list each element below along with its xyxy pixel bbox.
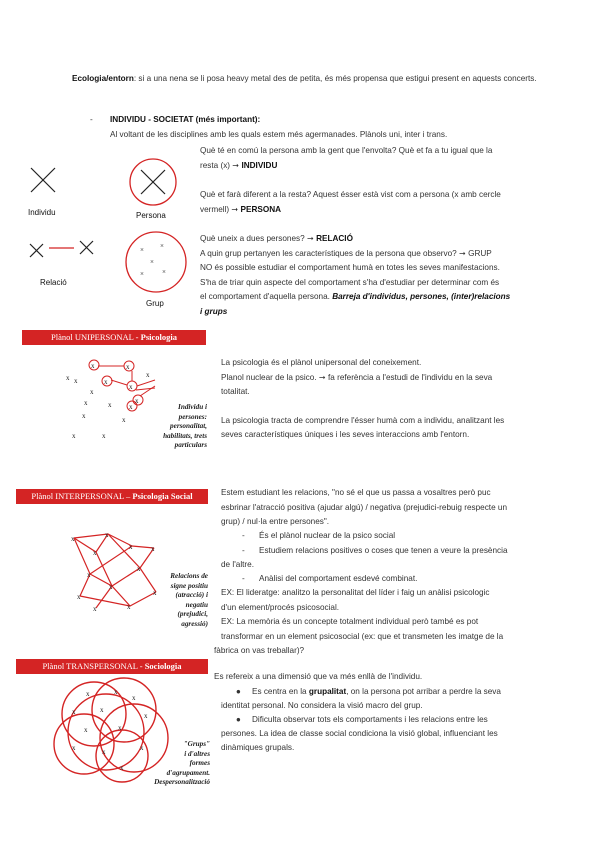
trans-b2-line3: dinàmiques grupals. [221,743,295,752]
trans-b2-line1: Dificulta observar tots els comportaments i les relacions entre les [252,715,488,724]
persona-circle-icon [130,159,176,205]
svg-text:x: x [127,603,131,611]
svg-text:x: x [129,543,133,551]
dash-2: - [242,546,245,555]
trans-b1-line1: Es centra en la grupalitat, on la persona pot arribar a perdre la seva [252,687,501,696]
svg-text:x: x [114,688,118,696]
q1-line2: resta (x) ➞ INDIVIDU [200,160,278,170]
svg-text:x: x [87,571,91,579]
interpersonal-text [221,486,549,530]
inter-dash2-line1: Estudiem relacions positives o coses que tenen a veure la presència [259,546,508,555]
svg-text:x: x [105,531,109,539]
inter-examples [221,586,551,644]
uni-p1-line2: Planol nuclear de la psico. ➞ fa referència a l'estudi de l'individu en la seva [221,372,493,382]
q3-line: Què uneix a dues persones? ➞ RELACIÓ [200,234,353,243]
bullet-2: ● [236,715,241,724]
inter-ex2-line2: transformar en un element psicosocial (ex: que et transmeten les imatge de la [221,631,504,641]
section-bullet: - [90,115,93,124]
svg-text:x: x [135,397,139,405]
trans-b2-line2: persones. La idea de classe social condiciona la visió global, influenciant les [221,729,498,738]
svg-text:x: x [72,744,76,752]
svg-text:×: × [150,258,154,266]
uni-p2-line1: La psicologia tracta de comprendre l'ésser humà com a individu, analitzant les [221,415,505,425]
interpersonal-note: Relacions de signe positiu (atracció) i negatiu (prejudici, agressió) [170,572,208,628]
svg-text:x: x [84,399,88,407]
inter-dash1: És el plànol nuclear de la psico social [259,531,396,540]
grup-circle-icon [126,232,186,292]
svg-text:x: x [104,378,108,386]
svg-text:x: x [153,589,157,597]
uni-p1-line3: totalitat. [221,387,250,396]
label-individu: Individu [28,208,56,217]
inter-line-3: grup) / nul·la entre persones". [221,517,330,526]
inter-dash3: Anàlisi del comportament esdevé combinat. [259,574,418,583]
svg-text:x: x [66,374,70,382]
label-relacio: Relació [40,278,67,287]
inter-ex1-line1: EX: El lideratge: analitzo la personalitat del líder i faig un anàlisi psicologic [221,588,490,597]
dash-1: - [242,531,245,540]
svg-text:x: x [84,726,88,734]
svg-text:x: x [72,708,76,716]
individu-x-icon [31,168,55,192]
q5-line3: el comportament d'aquella persona. Barreja d'individus, persones, (inter)relacions [200,292,511,301]
svg-text:x: x [91,362,95,370]
concept-diagrams [0,140,200,315]
svg-text:x: x [77,593,81,601]
svg-text:x: x [118,724,122,732]
svg-text:x: x [129,403,133,411]
svg-text:x: x [100,706,104,714]
svg-text:x: x [151,545,155,553]
svg-text:×: × [140,246,144,254]
svg-text:x: x [108,401,112,409]
label-grup: Grup [146,299,164,308]
banner-unipersonal: Plànol UNIPERSONAL - Psicologia [22,330,206,345]
svg-text:x: x [129,383,133,391]
trans-intro: Es refereix a una dimensió que va més enllà de l'individu. [214,672,423,681]
inter-ex1-line2: d'un element/procés psicosocial. [221,602,340,612]
svg-text:x: x [71,535,75,543]
section-title: INDIVIDU - SOCIETAT (més important): [110,115,261,124]
uni-p2-line2: seves característiques úniques i les seves interaccions amb l'entorn. [221,430,470,439]
svg-text:x: x [146,371,150,379]
svg-text:x: x [144,712,148,720]
svg-text:×: × [160,242,164,250]
inter-line-2: esbrinar l'atracció positiva (ajudar algú) / negativa (prejudici-rebuig respecte un [221,502,507,512]
inter-line-1: Estem estudiant les relacions, "no sé el que us passa a vosaltres però puc [221,488,491,497]
svg-text:x: x [132,694,136,702]
svg-text:x: x [120,764,124,772]
uni-p1-line1: La psicologia és el plànol unipersonal del coneixement. [221,358,422,367]
unipersonal-text [221,356,551,443]
svg-text:x: x [102,432,106,440]
inter-dash2-line2: de l'altre. [221,560,254,569]
inter-ex2-line3: fàbrica on vas treballar)? [214,646,305,655]
svg-text:x: x [126,363,130,371]
svg-text:×: × [140,270,144,278]
transpersonal-note: "Grups" i d'altres formes d'agrupament. Despersonalització [154,740,210,786]
svg-text:x: x [82,412,86,420]
svg-text:×: × [162,268,166,276]
label-persona: Persona [136,211,166,220]
svg-text:x: x [86,690,90,698]
banner-interpersonal: Plànol INTERPERSONAL – Psicologia Social [16,489,208,504]
dash-3: - [242,574,245,583]
svg-text:x: x [109,583,113,591]
svg-text:x: x [93,549,97,557]
section-subtitle: Al voltant de les disciplines amb les quals estem més agermanades. Plànols uni, inter i trans. [110,130,448,139]
inter-ex2-line1: EX: La memòria és un concepte totalment individual però també es pot [221,617,479,626]
q2-line2: vermell) ➞ PERSONA [200,204,282,214]
intro-paragraph [72,72,552,87]
svg-text:x: x [72,432,76,440]
svg-text:x: x [140,744,144,752]
svg-text:x: x [74,377,78,385]
intro-text: : si a una nena se li posa heavy metal des de petita, és més propensa que estigui present en aquests concerts. [133,74,537,83]
bullet-1: ● [236,687,241,696]
q5-line1: NO és possible estudiar el comportament humà en totes les seves manifestacions. [200,263,500,272]
svg-text:x: x [122,416,126,424]
unipersonal-note: Individu i persones: personalitat, habilitats, trets particulars [163,403,207,449]
svg-text:x: x [102,748,106,756]
q5-line2: S'ha de triar quin aspecte del comportament s'ha d'estudiar per determinar com és [200,277,500,287]
trans-b1-line2: identitat personal. No considera la visió macro del grup. [221,701,423,710]
q1-line1: Què té en comú la persona amb la gent que l'envolta? Què et fa a tu igual que la [200,146,493,155]
svg-text:x: x [137,565,141,573]
q5-line4: i grups [200,306,228,316]
svg-text:x: x [90,388,94,396]
section1-text [200,144,550,319]
relacio-icon [30,241,93,257]
svg-text:x: x [93,605,97,613]
intro-term: Ecologia/entorn [72,74,134,83]
banner-transpersonal: Plànol TRANSPERSONAL - Sociologia [16,659,208,674]
q2-line1: Què et farà diferent a la resta? Aquest ésser està vist com a persona (x amb cercle [200,190,501,199]
q4-line: A quin grup pertanyen les característiques de la persona que observo? ➞ GRUP [200,248,492,258]
